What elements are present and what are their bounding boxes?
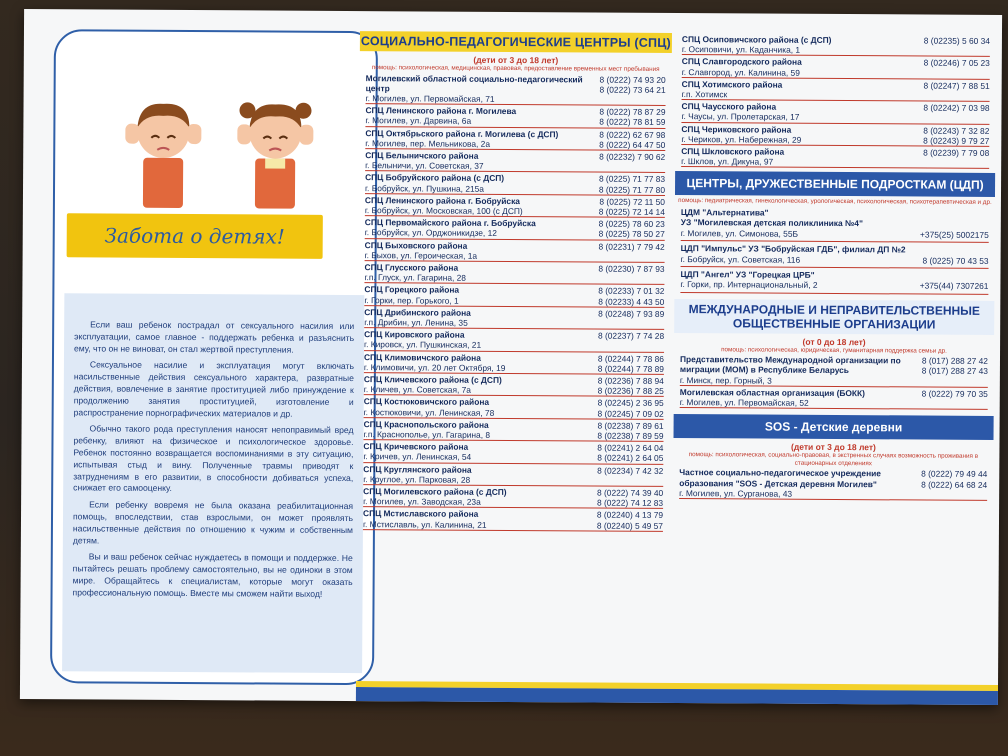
spc-help: помощь: психологическая, медицинская, правовая, предоставление временных мест пребывания (371, 64, 660, 73)
entry-name: СПЦ Глусского района (364, 262, 459, 273)
entry-info (364, 374, 502, 395)
entry-address: г. Быхов, ул. Героическая, 1а (364, 249, 478, 261)
paragraph: Сексуальное насилие и эксплуатация могут включать насильственные действия сексуального характера, развратные действия, вовлечение в занятие проституцией либо принуждение к продолжению занятия проституцией, изготовление и распространение порнографических материалов и др. (73, 359, 354, 419)
entry-phones: 8 (02232) 7 90 62 (599, 151, 666, 162)
entry-info (363, 419, 490, 440)
entry-info (363, 441, 471, 462)
entry-name: СПЦ Ленинского района г. Могилева (365, 105, 517, 117)
entry-address: г. Могилев, ул. Первомайская, 71 (365, 93, 495, 104)
entry-phones: 8 (02246) 7 05 23 (923, 57, 990, 69)
spc-entry (682, 55, 990, 79)
spc-entry (364, 373, 664, 397)
entry-name: СПЦ Климовичского района (363, 351, 481, 363)
entry-info (680, 387, 865, 409)
entry-address: г.п. Хотимск (681, 89, 728, 100)
paragraph: Если ребенку вовремя не была оказана реабилитационная помощь, впоследствии, став взрослыми, он может проявлять насильственные действия по отношению к чужим и собственным детям. (72, 499, 354, 546)
entry-phones: 8 (02239) 7 79 08 (923, 147, 990, 158)
entry-info (682, 34, 832, 55)
entry-subname: УЗ "Могилевская детская поликлиника №4" (680, 217, 863, 229)
entry-phones: 8 (02235) 5 60 34 (923, 35, 990, 46)
entry-address: г. Бобруйск, ул. Орджоникидзе, 12 (364, 227, 497, 239)
spc-entry (365, 216, 665, 240)
entry-phones: 8 (0222) 78 87 29 8 (0222) 78 81 59 (599, 106, 666, 128)
spc-column (356, 31, 672, 683)
entry-address: г. Кличев, ул. Советская, 7а (363, 384, 472, 395)
spc-title: СОЦИАЛЬНО-ПЕДАГОГИЧЕСКИЕ ЦЕНТРЫ (СПЦ) (360, 31, 672, 53)
entry-address: г. Могилев, ул. Дарвина, 6а (365, 115, 472, 127)
entry-name: СПЦ Белыничского района (365, 150, 479, 161)
entry-info (679, 467, 921, 499)
entry-name: СПЦ Ленинского района г. Бобруйска (364, 194, 520, 206)
entry-info (681, 207, 989, 240)
entry-address: г. Шклов, ул. Дикуна, 97 (681, 156, 774, 167)
entry-name: СПЦ Чаусского района (681, 101, 777, 112)
spc-entry (365, 239, 665, 263)
sos-entry-row (679, 466, 987, 500)
entry-name: СПЦ Краснопольского района (363, 418, 489, 430)
entry-address: г. Могилев, ул. Заводская, 23а (363, 496, 481, 508)
entry-info (365, 150, 484, 171)
sos-entry (673, 466, 993, 501)
entry-phones: 8 (02243) 7 32 82 8 (02243) 9 79 27 (923, 125, 990, 146)
entry-phones: 8 (02248) 7 93 89 (598, 308, 665, 319)
intl-title: МЕЖДУНАРОДНЫЕ И НЕПРАВИТЕЛЬСТВЕННЫЕ ОБЩЕСТВЕННЫЕ ОРГАНИЗАЦИИ (674, 299, 994, 335)
entry-info (363, 509, 487, 530)
entry-address: г. Могилев, пер. Мельникова, 2а (365, 137, 491, 149)
entry-address: г. Могилев, ул. Первомайская, 52 (679, 397, 809, 408)
cdp-list (674, 205, 995, 295)
spc-entry (363, 485, 663, 509)
entry-name: СПЦ Круглянского района (363, 463, 472, 475)
entry-phones: 8 (0222) 79 70 35 (921, 388, 988, 399)
entry-info (680, 269, 988, 292)
entry-phones: 8 (02237) 7 74 28 (597, 330, 665, 342)
entry-info (364, 307, 471, 328)
entry-name: ЦДП "Импульс" УЗ "Бобруйская ГДБ", филиал ДП №2 (680, 243, 906, 255)
entry-phones: 8 (0222) 74 39 40 8 (0222) 74 12 83 (596, 487, 664, 509)
entry-name: СПЦ Мстиславского района (363, 508, 479, 520)
intl-entry (680, 353, 988, 387)
intl-age: (от 0 до 18 лет) (802, 336, 866, 347)
entry-address: г. Бобруйск, ул. Советская, 116 (680, 253, 801, 265)
entry-info (365, 128, 558, 150)
intl-help: помощь: психологическая, юридическая, гуманитарная поддержка семьи др. (721, 346, 947, 355)
entry-address: г. Климовичи, ул. 20 лет Октября, 19 (363, 361, 506, 373)
spc-entry (364, 283, 664, 307)
entry-address: г. Костюковичи, ул. Ленинская, 78 (363, 406, 495, 418)
entry-name: Могилевский областной социально-педагогический центр (365, 72, 583, 93)
spc-entry (365, 194, 665, 218)
spc-entry (366, 72, 666, 106)
entry-name: СПЦ Кировского района (364, 329, 465, 340)
entry-row (681, 228, 989, 240)
entry-name: СПЦ Бобруйского района (с ДСП) (365, 172, 505, 184)
entry-info (364, 352, 506, 373)
spc-entry (365, 171, 665, 195)
entry-name: СПЦ Могилевского района (с ДСП) (363, 486, 507, 497)
entry-address: г. Славгород, ул. Калинина, 59 (681, 66, 800, 78)
left-info-text (62, 293, 364, 673)
entry-info (682, 79, 783, 100)
entry-info (680, 354, 922, 386)
entry-info (681, 146, 784, 167)
entry-phones: 8 (0225) 70 43 53 (922, 255, 989, 266)
children-illustration (115, 92, 326, 213)
entry-address: г. Бобруйск, ул. Московская, 100 (с ДСП) (364, 205, 523, 217)
cdp-entry (680, 267, 988, 295)
entry-phones: 8 (02230) 7 87 93 (598, 263, 665, 274)
entry-address: г. Белыничи, ул. Советская, 37 (365, 160, 484, 171)
banner-care-for-children: Забота о детях! (67, 213, 323, 259)
entry-phones: 8 (02240) 4 13 79 8 (02240) 5 49 57 (596, 509, 664, 531)
paragraph: Если ваш ребенок пострадал от сексуального насилия или эксплуатации, самое главное - поддержать ребенка и разъяснить ему, что он не виноват, он стал жертвой преступления. (74, 319, 355, 355)
cdp-entry (681, 241, 989, 269)
entry-info (681, 101, 799, 122)
spc-entry (681, 145, 989, 169)
spc-entry (682, 78, 990, 102)
entry-address: г. Осиповичи, ул. Каданчика, 1 (681, 44, 801, 55)
entry-name: СПЦ Дрибинского района (364, 306, 471, 318)
entry-name: СПЦ Хотимского района (681, 78, 783, 90)
entry-address: г.п. Краснополье, ул. Гагарина, 8 (363, 429, 491, 440)
spc-entry (365, 104, 665, 128)
entry-name: Представительство Международной организации по миграции (МОМ) в Республике Беларусь (679, 354, 901, 376)
entry-phones: 8 (02234) 7 42 32 (597, 465, 664, 476)
entry-info (364, 262, 466, 283)
entry-address: г. Могилев, ул. Сурганова, 43 (679, 487, 793, 499)
entry-name: СПЦ Октябрьского района г. Могилева (с ДСП) (365, 127, 559, 139)
spc-entry (681, 123, 989, 147)
entry-phones: 8 (02242) 7 03 98 (923, 102, 990, 114)
entry-phones: 8 (0225) 78 60 23 8 (0225) 78 50 27 (598, 218, 665, 240)
entry-info (681, 243, 989, 266)
entry-name: СПЦ Шкловского района (681, 146, 785, 157)
entry-address: г. Горки, пер. Горького, 1 (364, 294, 459, 306)
leaflet-sheet (20, 9, 1002, 705)
entry-phones: 8 (02245) 2 36 95 8 (02245) 7 09 02 (597, 397, 664, 419)
entry-phones: 8 (017) 288 27 42 8 (017) 288 27 43 (921, 355, 989, 377)
spc-entry (364, 395, 664, 419)
entry-phones: 8 (02231) 7 79 42 (598, 241, 665, 252)
entry-info (365, 105, 516, 126)
entry-phones: 8 (0222) 74 93 20 8 (0222) 73 64 21 (599, 74, 666, 95)
entry-address: г. Чаусы, ул. Пролетарская, 17 (681, 111, 800, 123)
entry-info (682, 56, 802, 77)
entry-address: г. Кировск, ул. Пушкинская, 21 (364, 339, 482, 351)
spc-age: (дети от 3 до 18 лет) (473, 54, 559, 66)
sos-title: SOS - Детские деревни (674, 414, 994, 440)
entry-name: СПЦ Горецкого района (364, 284, 460, 296)
entry-phones: 8 (02233) 7 01 32 8 (02233) 4 43 50 (598, 285, 665, 307)
entry-address: г.п. Дрибин, ул. Ленина, 35 (364, 317, 468, 328)
entry-info (365, 240, 478, 261)
spc-entry (364, 328, 664, 352)
intl-list (674, 353, 994, 410)
entry-phones: 8 (0222) 79 49 44 8 (0222) 64 68 24 (921, 468, 988, 490)
spc-entry (365, 149, 665, 173)
entry-name: СПЦ Славгородского района (681, 56, 802, 68)
spc-entry (364, 306, 664, 330)
entry-address: г.п. Глуск, ул. Гагарина, 28 (364, 272, 466, 283)
entry-info (365, 172, 504, 193)
cdp-help: помощь: педиатрическая, гинекологическая, урологическая, психологическая, психотерапевтическая и др. (678, 197, 992, 207)
entry-phones: 8 (0225) 72 11 50 8 (0225) 72 14 14 (598, 196, 665, 217)
entry-address: г. Мстиславль, ул. Калинина, 21 (362, 518, 487, 530)
intl-entry (680, 386, 988, 410)
cdp-entry (681, 205, 989, 243)
entry-name: СПЦ Кличевского района (с ДСП) (363, 374, 502, 385)
entry-phones: 8 (02241) 2 64 04 8 (02241) 2 64 05 (597, 442, 664, 464)
spc-entry (363, 418, 663, 442)
entry-phones: 8 (02244) 7 78 86 8 (02244) 7 78 89 (597, 353, 665, 374)
entry-phones: +375(44) 7307261 (919, 280, 989, 292)
spc-entry (363, 463, 663, 487)
spc-entry (363, 440, 663, 464)
entry-info (364, 396, 495, 417)
right-column (672, 33, 996, 685)
spc-list (357, 72, 672, 532)
entry-info (363, 464, 471, 485)
entry-name: ЦДП "Ангел" УЗ "Горецкая ЦРБ" (680, 269, 815, 280)
spc-entry (364, 351, 664, 375)
entry-info (365, 195, 523, 216)
spc-entry (682, 33, 990, 57)
spc-entry (681, 100, 989, 124)
entry-info (365, 217, 536, 238)
entry-phones: +375(25) 5002175 (920, 229, 989, 240)
entry-name: СПЦ Осиповичского района (с ДСП) (681, 34, 832, 45)
entry-address: г. Кричев, ул. Ленинская, 54 (363, 451, 472, 463)
entry-name: СПЦ Быховского района (364, 239, 468, 251)
entry-phones: 8 (02238) 7 89 61 8 (02238) 7 89 59 (597, 420, 664, 441)
entry-name: ЦДМ "Альтернатива" (680, 206, 769, 218)
entry-info (363, 486, 507, 507)
paragraph: Обычно такого рода преступления наносят непоправимый вред ребенку, влияют на физическое и психологическое здоровье. Ребенок постоянно возвращается воспоминаниями в эту ситуацию, испытывая стыд и вину. Полученные травмы приводят к затруднениям в его развитии, в способности добиваться успеха, снижает его самооценку. (73, 423, 354, 494)
entry-address: г. Бобруйск, ул. Пушкина, 215а (365, 182, 485, 194)
entry-info (364, 329, 481, 350)
entry-name: Частное социально-педагогическое учреждение образования "SOS - Детская деревня Могилев" (679, 467, 881, 489)
entry-address: г. Минск, пер. Горный, 3 (679, 374, 772, 386)
entry-row (680, 279, 988, 291)
spc-entry (365, 127, 665, 151)
sos-age: (дети от 3 до 18 лет) (790, 442, 876, 453)
entry-name: СПЦ Первомайского района г. Бобруйска (364, 217, 536, 229)
left-panel (50, 29, 378, 685)
spc-list-continued (675, 33, 996, 169)
cdp-title: ЦЕНТРЫ, ДРУЖЕСТВЕННЫЕ ПОДРОСТКАМ (ЦДП) (675, 171, 995, 197)
entry-address: г. Чериков, ул. Набережная, 29 (681, 133, 802, 145)
entry-phones: 8 (02247) 7 88 51 (923, 80, 990, 91)
entry-info (366, 73, 600, 105)
entry-info (364, 284, 459, 305)
entry-address: г. Могилев, ул. Симонова, 55Б (680, 227, 799, 239)
spc-entry (363, 508, 663, 532)
entry-name: СПЦ Кричевского района (363, 441, 469, 452)
spc-entry (364, 261, 664, 285)
entry-phones: 8 (0222) 62 67 98 8 (0222) 64 47 50 (599, 129, 666, 150)
entry-phones: 8 (02236) 7 88 94 8 (02236) 7 88 25 (597, 375, 664, 397)
entry-address: г. Круглое, ул. Парковая, 28 (363, 473, 471, 485)
entry-name: Могилевская областная организация (БОКК) (679, 386, 865, 399)
entry-name: СПЦ Костюковичского района (363, 396, 490, 408)
paragraph: Вы и ваш ребенок сейчас нуждаетесь в помощи и поддержке. Не пытайтесь решать проблему самостоятельно, вы не одиноки в этом мире. Обращайтесь к специалистам, которые могут оказать профессиональную помощь. Вместе мы сможем найти выход! (72, 551, 353, 599)
entry-phones: 8 (0225) 71 77 83 8 (0225) 71 77 80 (598, 173, 666, 195)
entry-name: СПЦ Чериковского района (681, 123, 792, 135)
entry-info (681, 124, 801, 145)
sos-help: помощь: психологическая, социально-правовая, в экстренных случаях возможность проживания в стационарных отделениях (688, 451, 979, 468)
entry-address: г. Горки, пр. Интернациональный, 2 (680, 279, 818, 291)
entry-row (681, 254, 989, 266)
